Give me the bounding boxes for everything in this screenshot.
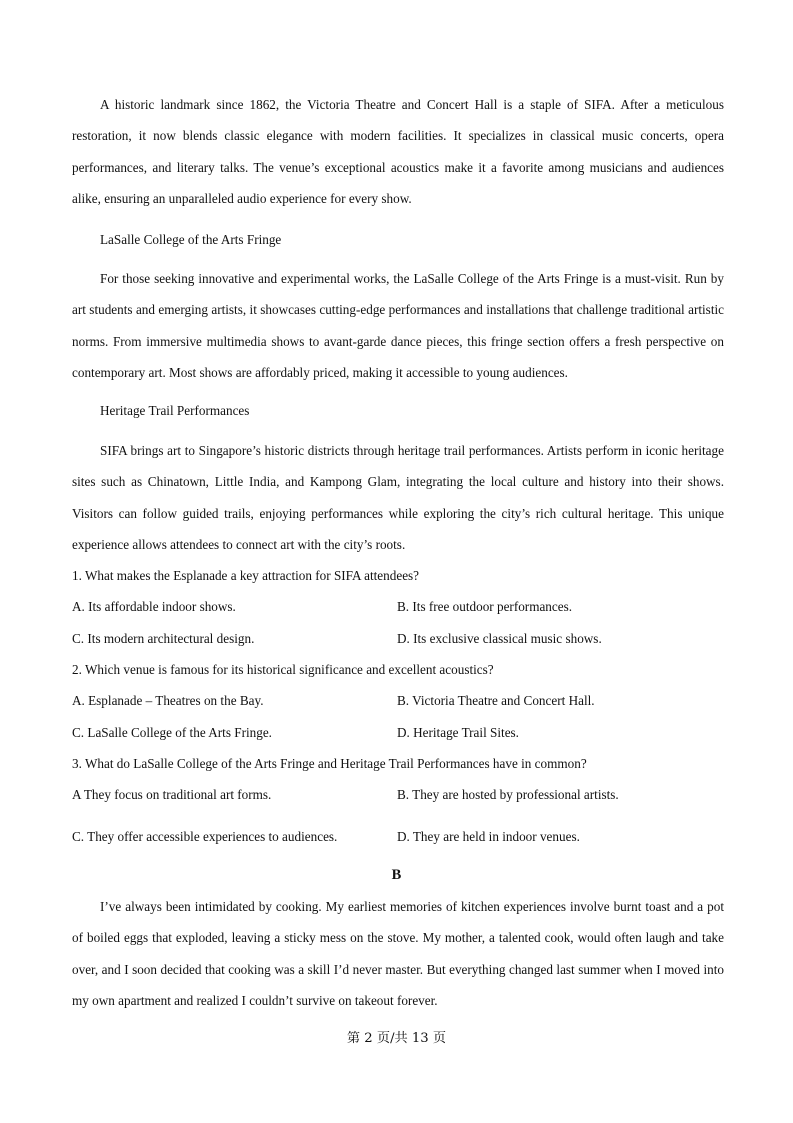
question-3-stem: 3. What do LaSalle College of the Arts Fringe and Heritage Trail Performances have in common? [72,756,587,771]
question-1-option-c: C. Its modern architectural design. [72,631,255,646]
question-1-option-d: D. Its exclusive classical music shows. [397,631,602,646]
question-2-option-a: A. Esplanade – Theatres on the Bay. [72,693,264,708]
passage-a-paragraph-2: For those seeking innovative and experimental works, the LaSalle College of the Arts Fringe is a must-visit. Run by art students and emerging artists, it showcases cutting-edge performances and installations that challenge traditional artistic norms. From immersive multimedia shows to avant-garde dance pieces, this fringe section offers a fresh perspective on contemporary art. Most shows are affordably priced, making it accessible to young audiences. [72,271,724,380]
question-3-option-d: D. They are held in indoor venues. [397,829,580,844]
question-1-option-b: B. Its free outdoor performances. [397,599,573,614]
question-2-option-d: D. Heritage Trail Sites. [397,725,519,740]
question-2-option-c: C. LaSalle College of the Arts Fringe. [72,725,272,740]
heading-lasalle: LaSalle College of the Arts Fringe [100,232,282,247]
question-1-option-a: A. Its affordable indoor shows. [72,599,236,614]
question-1-stem: 1. What makes the Esplanade a key attraction for SIFA attendees? [72,568,420,583]
question-2-stem: 2. Which venue is famous for its historical significance and excellent acoustics? [72,662,494,677]
section-b-label: B [391,867,402,883]
page-footer: 第 2 页/共 13 页 [346,1031,447,1046]
question-3-option-a: A They focus on traditional art forms. [72,787,272,802]
passage-a-paragraph-3: SIFA brings art to Singapore’s historic districts through heritage trail performances. Artists perform in iconic heritage sites such as Chinatown, Little India, and Kampong Glam, integrating the local culture and history into their shows. Visitors can follow guided trails, enjoying performances while exploring the city’s rich cultural heritage. This unique experience allows attendees to connect art with the city’s roots. [72,443,724,552]
question-3-option-b: B. They are hosted by professional artists. [397,787,619,802]
passage-a-paragraph-1: A historic landmark since 1862, the Victoria Theatre and Concert Hall is a staple of SIFA. After a meticulous restoration, it now blends classic elegance with modern facilities. It specializes in classical music concerts, opera performances, and literary talks. The venue’s exceptional acoustics make it a favorite among musicians and audiences alike, ensuring an unparalleled audio experience for every show. [72,97,724,206]
question-3-option-c: C. They offer accessible experiences to audiences. [72,829,338,844]
question-2-option-b: B. Victoria Theatre and Concert Hall. [397,693,595,708]
section-b-paragraph-1: I’ve always been intimidated by cooking. My earliest memories of kitchen experiences involve burnt toast and a pot of boiled eggs that exploded, leaving a sticky mess on the stove. My mother, a talented cook, would often laugh and take over, and I soon decided that cooking was a skill I’d never master. But everything changed last summer when I moved into my own apartment and realized I couldn’t survive on takeout forever. [72,899,724,1008]
heading-heritage-trail: Heritage Trail Performances [100,403,250,418]
